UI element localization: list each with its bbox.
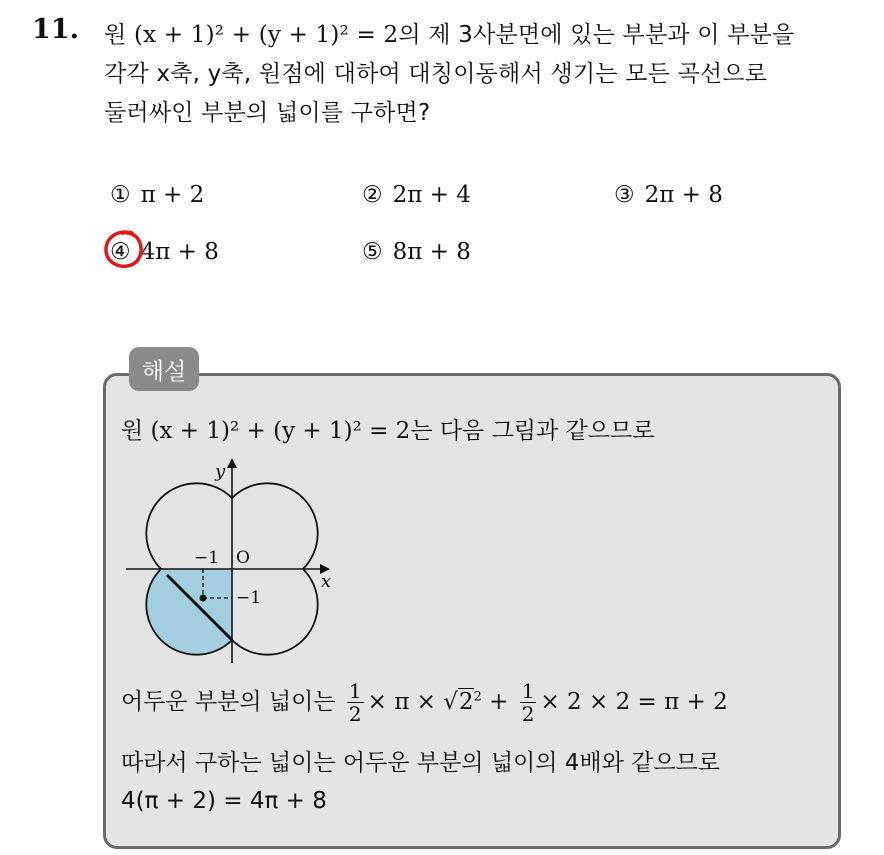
y-axis-label: y xyxy=(215,461,226,482)
sqrt-term: $√2^2$ xyxy=(443,689,482,715)
question-line-1-pre: 원 xyxy=(104,22,134,48)
choice-5-label: 8π + 8 xyxy=(392,239,471,265)
question-line-3: 둘러싸인 부분의 넓이를 구하면? xyxy=(104,100,431,126)
solution-line-2 xyxy=(121,680,728,725)
fraction-2: $\frac{1}{2}$ xyxy=(521,679,535,726)
fraction-1: $\frac{1}{2}$ xyxy=(348,679,362,726)
choice-1-marker: ① xyxy=(110,182,131,208)
tick-y-label: −1 xyxy=(236,588,262,608)
choice-4-marker: ④ xyxy=(110,239,131,265)
solution-tail: × 2 × 2 = π + 2 xyxy=(540,689,728,715)
solution-line-1-post: 는 다음 그림과 같으므로 xyxy=(410,418,655,444)
choice-5-marker: ⑤ xyxy=(362,239,383,265)
origin-label: O xyxy=(236,548,250,568)
center-point xyxy=(200,595,207,602)
y-axis-arrow xyxy=(227,458,237,468)
answer-circle-mark xyxy=(102,227,146,271)
solution-line-1-pre: 원 xyxy=(121,418,151,444)
choice-3[interactable] xyxy=(614,182,723,208)
question-line-1 xyxy=(104,16,794,49)
question-line-2: 각각 x축, y축, 원점에 대하여 대칭이동해서 생기는 모든 곡선으로 xyxy=(104,61,768,87)
choice-1[interactable] xyxy=(110,182,204,208)
choice-1-label: π + 2 xyxy=(140,182,205,208)
circle-graph xyxy=(118,455,348,670)
solution-line-2-pre: 어두운 부분의 넓이는 xyxy=(121,689,336,715)
solution-equation: (x + 1)² + (y + 1)² = 2 xyxy=(150,418,411,444)
solution-line-1 xyxy=(121,412,654,445)
question-number: 11. xyxy=(32,14,79,45)
question-equation: (x + 1)² + (y + 1)² = 2 xyxy=(133,22,399,48)
choice-2-label: 2π + 4 xyxy=(392,182,471,208)
tick-x-label: −1 xyxy=(194,548,220,568)
solution-tag: 해설 xyxy=(129,347,199,391)
x-axis-label: x xyxy=(321,571,332,592)
question-line-1-post: 의 제 3사분면에 있는 부분과 이 부분을 xyxy=(398,22,795,48)
solution-mid-1: × π × xyxy=(367,689,444,715)
choice-2[interactable] xyxy=(362,182,471,208)
choice-2-marker: ② xyxy=(362,182,383,208)
solution-line-3: 따라서 구하는 넓이는 어두운 부분의 넓이의 4배와 같으므로 xyxy=(121,750,721,776)
solution-line-4: 4(π + 2) = 4π + 8 xyxy=(121,788,327,814)
solution-mid-2: + xyxy=(481,689,516,715)
choice-4-label: 4π + 8 xyxy=(140,239,219,265)
choice-3-label: 2π + 8 xyxy=(644,182,723,208)
shaded-region xyxy=(146,569,232,655)
choice-3-marker: ③ xyxy=(614,182,635,208)
choice-5[interactable] xyxy=(362,239,471,265)
